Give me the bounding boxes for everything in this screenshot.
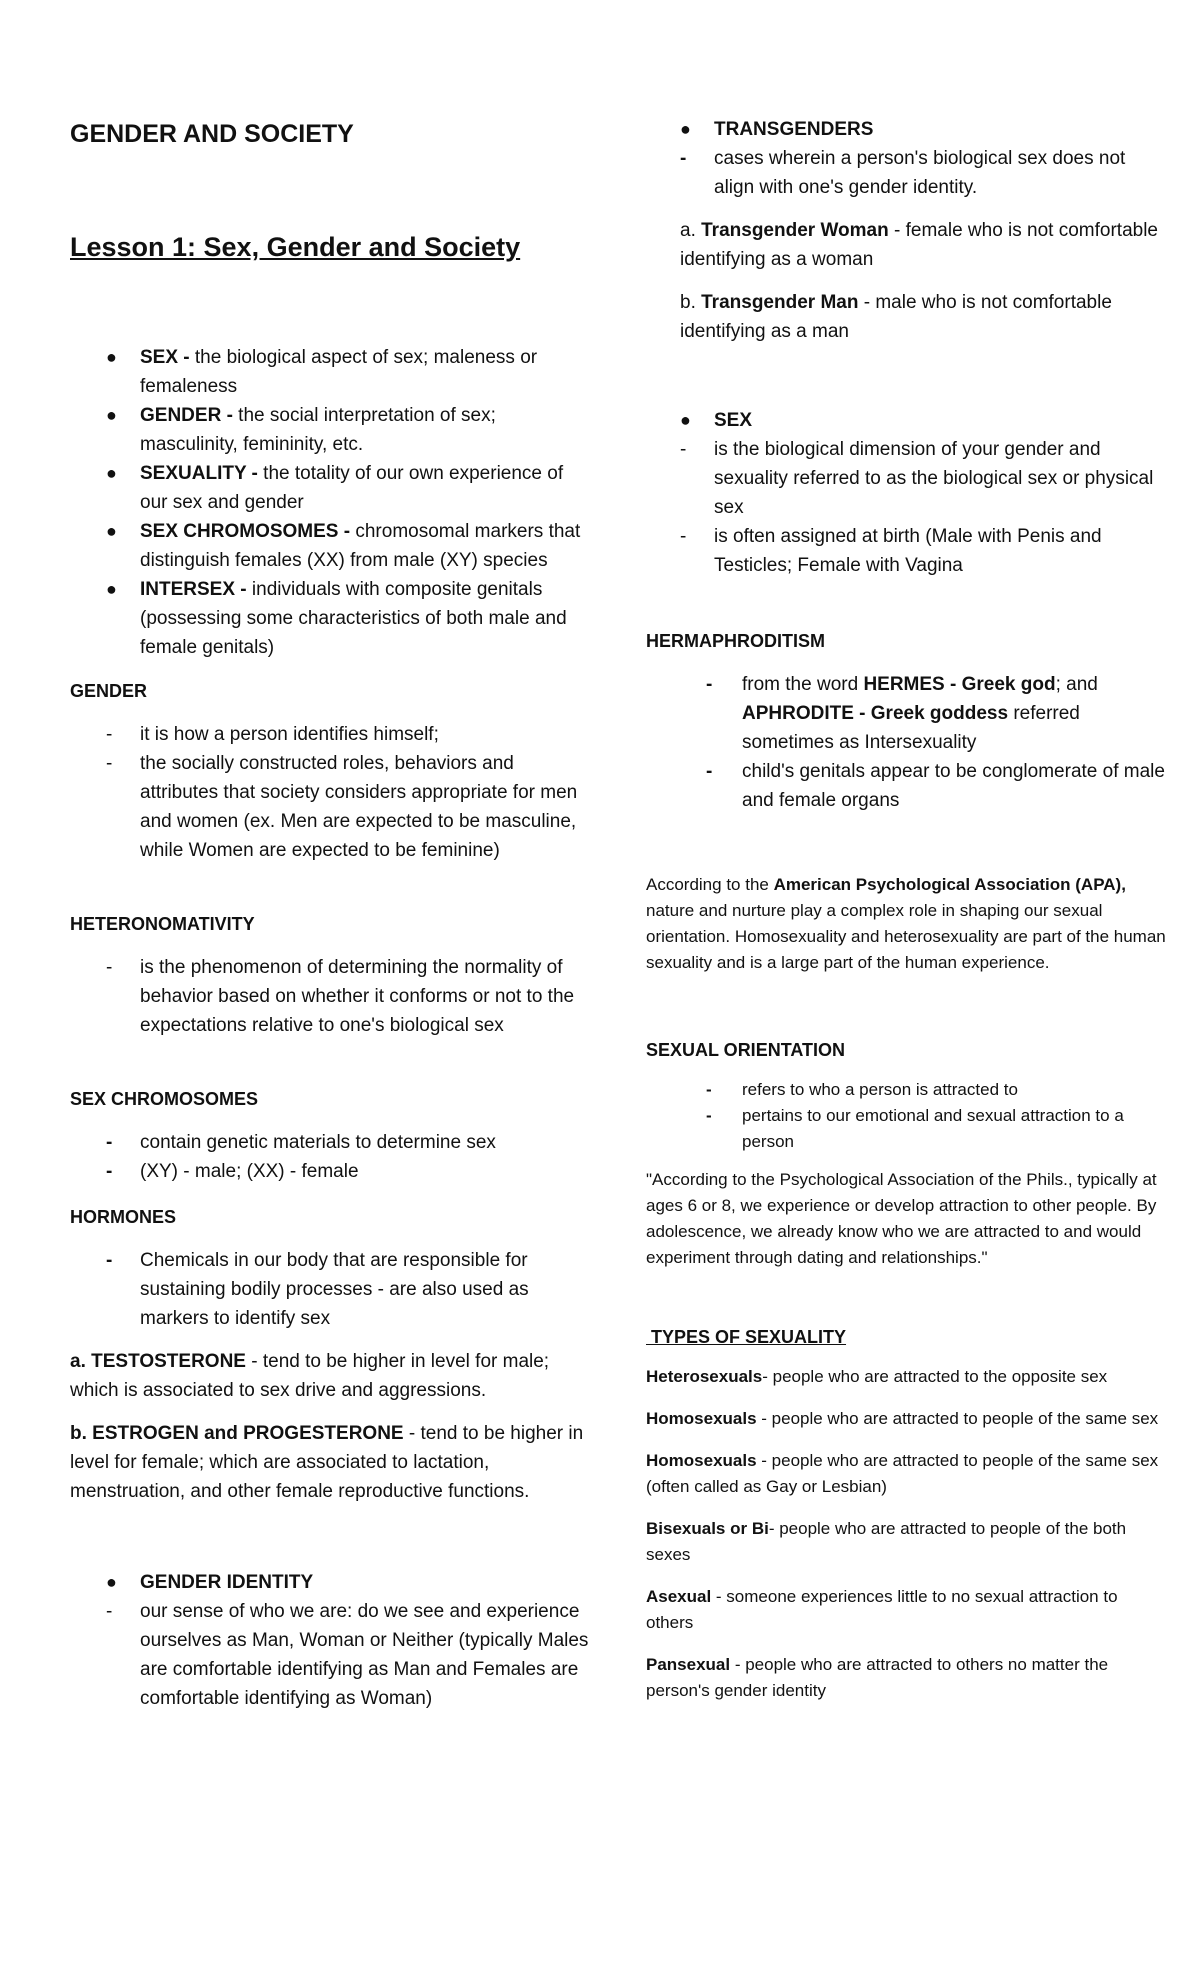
dash-icon: - — [106, 753, 113, 774]
list-item — [70, 749, 590, 865]
term-text: - people who are attracted to people of the both sexes — [646, 1519, 1127, 1564]
term-text: - tend to be higher in level for female; which are associated to lactation, menstruation, and other female reproductive functions. — [70, 1423, 584, 1502]
list-item — [646, 1103, 1166, 1155]
item-text: referred sometimes as Intersexuality — [742, 703, 1080, 753]
hormones-section — [70, 1203, 590, 1506]
term: a. TESTOSTERONE — [70, 1351, 246, 1372]
section-heading: SEX — [714, 410, 753, 431]
item-text: it is how a person identifies himself; — [140, 724, 439, 745]
bold-text: HERMES - Greek god — [863, 674, 1056, 695]
dash-icon: - — [706, 761, 713, 782]
dash-icon: - — [106, 724, 113, 745]
dash-icon: - — [680, 148, 687, 169]
transgender-man-paragraph — [646, 288, 1166, 346]
sexuality-type-item — [646, 1516, 1166, 1568]
dash-icon: - — [706, 1106, 712, 1125]
section-heading: HERMAPHRODITISM — [646, 631, 825, 651]
dash-icon: - — [106, 1601, 113, 1622]
term-text: - people who are attracted to others no matter the person's gender identity — [646, 1655, 1109, 1700]
definition-text: the totality of our own experience of our sex and gender — [140, 463, 564, 513]
term-text: - male who is not comfortable identifying as a man — [680, 292, 1112, 342]
definition-term: SEX - — [140, 347, 190, 368]
definition-term: SEX CHROMOSOMES - — [140, 521, 351, 542]
bullet-icon: ● — [680, 410, 691, 430]
definitions-list — [70, 343, 590, 662]
section-heading: GENDER IDENTITY — [140, 1572, 314, 1593]
sexuality-type-item — [646, 1448, 1166, 1500]
sexuality-type-item — [646, 1584, 1166, 1636]
list-item — [70, 1246, 590, 1333]
gender-section — [70, 677, 590, 865]
term: Homosexuals — [646, 1409, 757, 1428]
list-item — [70, 1597, 590, 1713]
sexual-orientation-section — [646, 1036, 1166, 1271]
term: Bisexuals or Bi — [646, 1519, 769, 1538]
list-item — [646, 1077, 1166, 1103]
item-text: is the phenomenon of determining the normality of behavior based on whether it conforms or not to the expectations relative to one's biological sex — [140, 957, 575, 1036]
bullet-icon: ● — [680, 119, 691, 139]
bullet-icon: ● — [106, 579, 117, 599]
list-item — [70, 1157, 590, 1186]
term: Heterosexuals — [646, 1367, 763, 1386]
item-text: child's genitals appear to be conglomerate of male and female organs — [742, 761, 1165, 811]
list-item — [646, 144, 1166, 202]
list-item — [646, 522, 1166, 580]
bold-text: American Psychological Association (APA), — [773, 875, 1126, 894]
sex-section — [646, 406, 1166, 580]
item-text: is the biological dimension of your gender and sexuality referred to as the biological sex or physical sex — [714, 439, 1154, 518]
list-item — [70, 1128, 590, 1157]
section-heading: SEX CHROMOSOMES — [70, 1089, 259, 1109]
dash-icon: - — [106, 1250, 113, 1271]
item-text: (XY) - male; (XX) - female — [140, 1161, 359, 1182]
definition-text: the social interpretation of sex; masculinity, femininity, etc. — [140, 405, 496, 455]
definition-term: SEXUALITY - — [140, 463, 258, 484]
dash-icon: - — [706, 674, 713, 695]
section-heading: SEXUAL ORIENTATION — [646, 1040, 846, 1060]
definition-term: INTERSEX - — [140, 579, 247, 600]
item-text: the socially constructed roles, behaviors and attributes that society considers appropriate for men and women (ex. Men are expected to be masculine, while Women are expected to be feminine) — [140, 753, 578, 861]
testosterone-paragraph — [70, 1347, 590, 1405]
term-text: - people who are attracted to the opposite sex — [762, 1367, 1108, 1386]
item-text: from the word — [742, 674, 864, 695]
types-of-sexuality-section — [646, 1324, 1166, 1704]
item-text: cases wherein a person's biological sex does not align with one's gender identity. — [714, 148, 1126, 198]
sexuality-type-item — [646, 1364, 1166, 1390]
dash-icon: - — [106, 957, 113, 978]
bullet-icon: ● — [106, 1572, 117, 1592]
list-item — [646, 435, 1166, 522]
dash-icon: - — [680, 439, 687, 460]
heteronormativity-section — [70, 910, 590, 1040]
term: b. ESTROGEN and PROGESTERONE — [70, 1423, 404, 1444]
dash-icon: - — [706, 1080, 712, 1099]
list-item — [646, 670, 1166, 757]
section-heading-item — [646, 115, 1166, 144]
hermaphroditism-section — [646, 627, 1166, 815]
list-item — [70, 953, 590, 1040]
list-item — [646, 757, 1166, 815]
section-heading: HETERONOMATIVITY — [70, 914, 255, 934]
sexuality-type-item — [646, 1406, 1166, 1432]
bullet-icon: ● — [106, 463, 117, 483]
definition-text: chromosomal markers that distinguish females (XX) from male (XY) species — [140, 521, 581, 571]
term-text: - people who are attracted to people of the same sex — [756, 1409, 1159, 1428]
bullet-icon: ● — [106, 405, 117, 425]
bold-text: APHRODITE - Greek goddess — [742, 703, 1009, 724]
transgender-woman-paragraph — [646, 216, 1166, 274]
bullet-icon: ● — [106, 521, 117, 541]
section-heading: TYPES OF SEXUALITY — [646, 1327, 847, 1347]
apa-paragraph — [646, 872, 1166, 976]
section-heading: GENDER — [70, 681, 148, 701]
section-heading-item — [646, 406, 1166, 435]
quote-paragraph: "According to the Psychological Association of the Phils., typically at ages 6 or 8, we experience or develop attraction to other people. By adolescence, we already know who we are attracted to and would experiment through dating and relationships." — [646, 1170, 1157, 1267]
section-heading: HORMONES — [70, 1207, 177, 1227]
term: Homosexuals — [646, 1451, 757, 1470]
section-heading-item — [70, 1568, 590, 1597]
item-text: contain genetic materials to determine sex — [140, 1132, 496, 1153]
item-text: Chemicals in our body that are responsible for sustaining bodily processes - are also used as markers to identify sex — [140, 1250, 529, 1329]
definition-item — [70, 575, 590, 662]
estrogen-paragraph — [70, 1419, 590, 1506]
prefix: a. — [680, 220, 702, 241]
sexuality-type-item — [646, 1652, 1166, 1704]
definition-text: the biological aspect of sex; maleness or femaleness — [140, 347, 538, 397]
gender-identity-section — [70, 1568, 590, 1713]
document-title: GENDER AND SOCIETY — [70, 120, 354, 148]
dash-icon: - — [106, 1161, 113, 1182]
paragraph-text: According to the — [646, 875, 774, 894]
dash-icon: - — [680, 526, 687, 547]
bullet-icon: ● — [106, 347, 117, 367]
definition-item — [70, 517, 590, 575]
item-text: refers to who a person is attracted to — [742, 1080, 1018, 1099]
definition-text: individuals with composite genitals (possessing some characteristics of both male and female genitals) — [140, 579, 567, 658]
transgenders-section — [646, 115, 1166, 346]
definition-item — [70, 343, 590, 401]
term: Transgender Man — [701, 292, 859, 313]
section-heading: TRANSGENDERS — [714, 119, 874, 140]
term: Pansexual — [646, 1655, 731, 1674]
list-item — [70, 720, 590, 749]
prefix: b. — [680, 292, 702, 313]
term: Asexual — [646, 1587, 712, 1606]
term-text: - someone experiences little to no sexual attraction to others — [646, 1587, 1118, 1632]
definition-item — [70, 459, 590, 517]
sex-chromosomes-section — [70, 1085, 590, 1186]
definition-item — [70, 401, 590, 459]
item-text: our sense of who we are: do we see and experience ourselves as Man, Woman or Neither (typically Males are comfortable identifying as Man and Females are comfortable identifying as Woman) — [140, 1601, 589, 1709]
paragraph-text: nature and nurture play a complex role in shaping our sexual orientation. Homosexuality and heterosexuality are part of the human sexuality and is a large part of the human experience. — [646, 901, 1166, 972]
term-text: - people who are attracted to people of the same sex (often called as Gay or Lesbian) — [646, 1451, 1159, 1496]
item-text: ; and — [1055, 674, 1098, 695]
dash-icon: - — [106, 1132, 113, 1153]
item-text: pertains to our emotional and sexual attraction to a person — [742, 1106, 1124, 1151]
term-text: - tend to be higher in level for male; which is associated to sex drive and aggressions. — [70, 1351, 550, 1401]
lesson-title: Lesson 1: Sex, Gender and Society — [70, 232, 521, 262]
definition-term: GENDER - — [140, 405, 233, 426]
item-text: is often assigned at birth (Male with Penis and Testicles; Female with Vagina — [714, 526, 1102, 576]
term-text: - female who is not comfortable identifying as a woman — [680, 220, 1159, 270]
term: Transgender Woman — [701, 220, 889, 241]
